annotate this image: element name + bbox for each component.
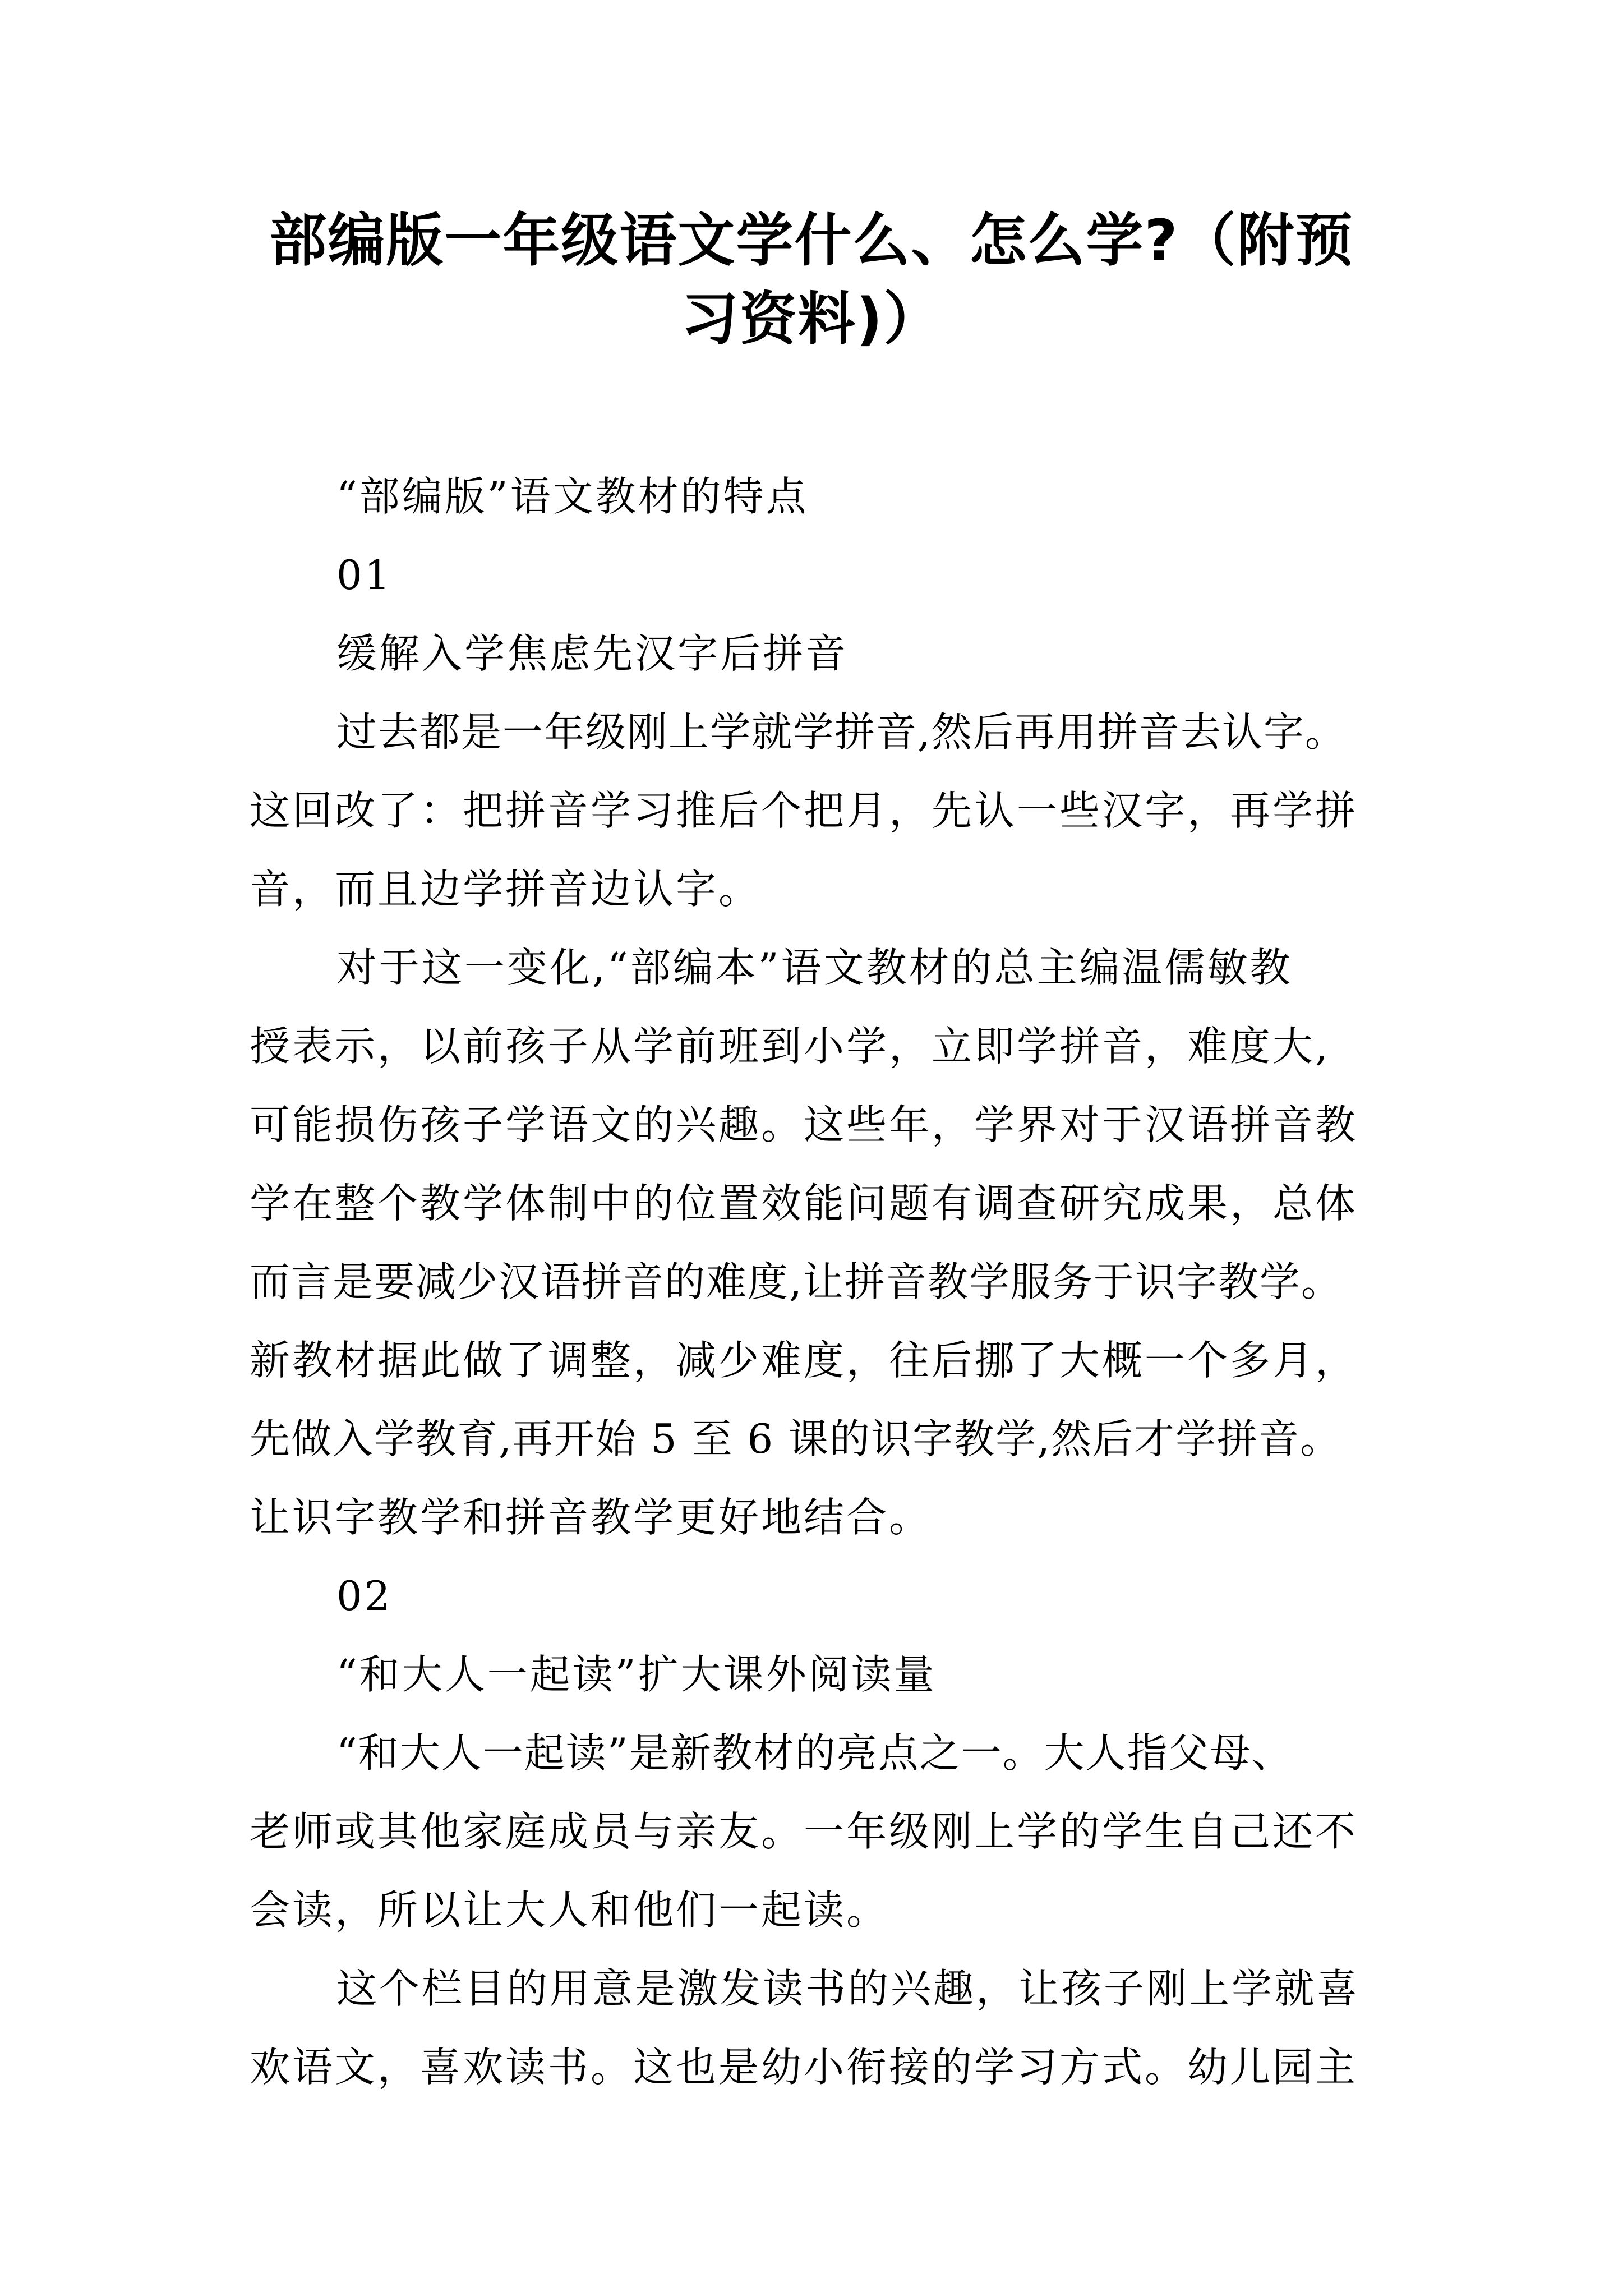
paragraph-line: 音，而且边学拼音边认字。 [250, 866, 762, 913]
paragraph-line: 这个栏目的用意是激发读书的兴趣，让孩子刚上学就喜 [336, 1965, 1360, 2012]
paragraph-line: 新教材据此做了调整，减少难度，往后挪了大概一个多月， [250, 1337, 1358, 1384]
paragraph-line: 欢语文，喜欢读书。这也是幼小衔接的学习方式。幼儿园主 [250, 2044, 1358, 2091]
document-title-line-2: 习资料)） [681, 286, 942, 353]
paragraph-line: 对于这一变化,“部编本”语文教材的总主编温儒敏教 [336, 944, 1293, 991]
paragraph-line: 让识字教学和拼音教学更好地结合。 [250, 1494, 932, 1541]
paragraph-line: 先做入学教育,再开始 5 至 6 课的识字教学,然后才学拼音。 [250, 1415, 1341, 1462]
document-title-line-1: 部编版一年级语文学什么、怎么学?（附预 [269, 208, 1354, 274]
subsection-heading: “和大人一起读”扩大课外阅读量 [336, 1651, 937, 1698]
paragraph-line: 而言是要减少汉语拼音的难度,让拼音教学服务于识字教学。 [250, 1258, 1343, 1305]
paragraph-line: 会读，所以让大人和他们一起读。 [250, 1887, 889, 1934]
paragraph-line: 授表示，以前孩子从学前班到小学，立即学拼音，难度大, [250, 1023, 1330, 1070]
paragraph-line: “和大人一起读”是新教材的亮点之一。大人指父母、 [336, 1729, 1293, 1777]
section-heading: “部编版”语文教材的特点 [336, 473, 809, 520]
subsection-heading: 缓解入学焦虑先汉字后拼音 [336, 630, 849, 677]
paragraph-line: 学在整个教学体制中的位置效能问题有调查研究成果，总体 [250, 1180, 1358, 1227]
section-number-01: 01 [336, 551, 393, 599]
paragraph-line: 这回改了：把拼音学习推后个把月，先认一些汉字，再学拼 [250, 787, 1358, 834]
paragraph-line: 老师或其他家庭成员与亲友。一年级刚上学的学生自己还不 [250, 1808, 1358, 1855]
paragraph-line: 可能损伤孩子学语文的兴趣。这些年，学界对于汉语拼音教 [250, 1101, 1358, 1148]
section-number-02: 02 [336, 1572, 393, 1619]
paragraph-line: 过去都是一年级刚上学就学拼音,然后再用拼音去认字。 [336, 708, 1347, 756]
